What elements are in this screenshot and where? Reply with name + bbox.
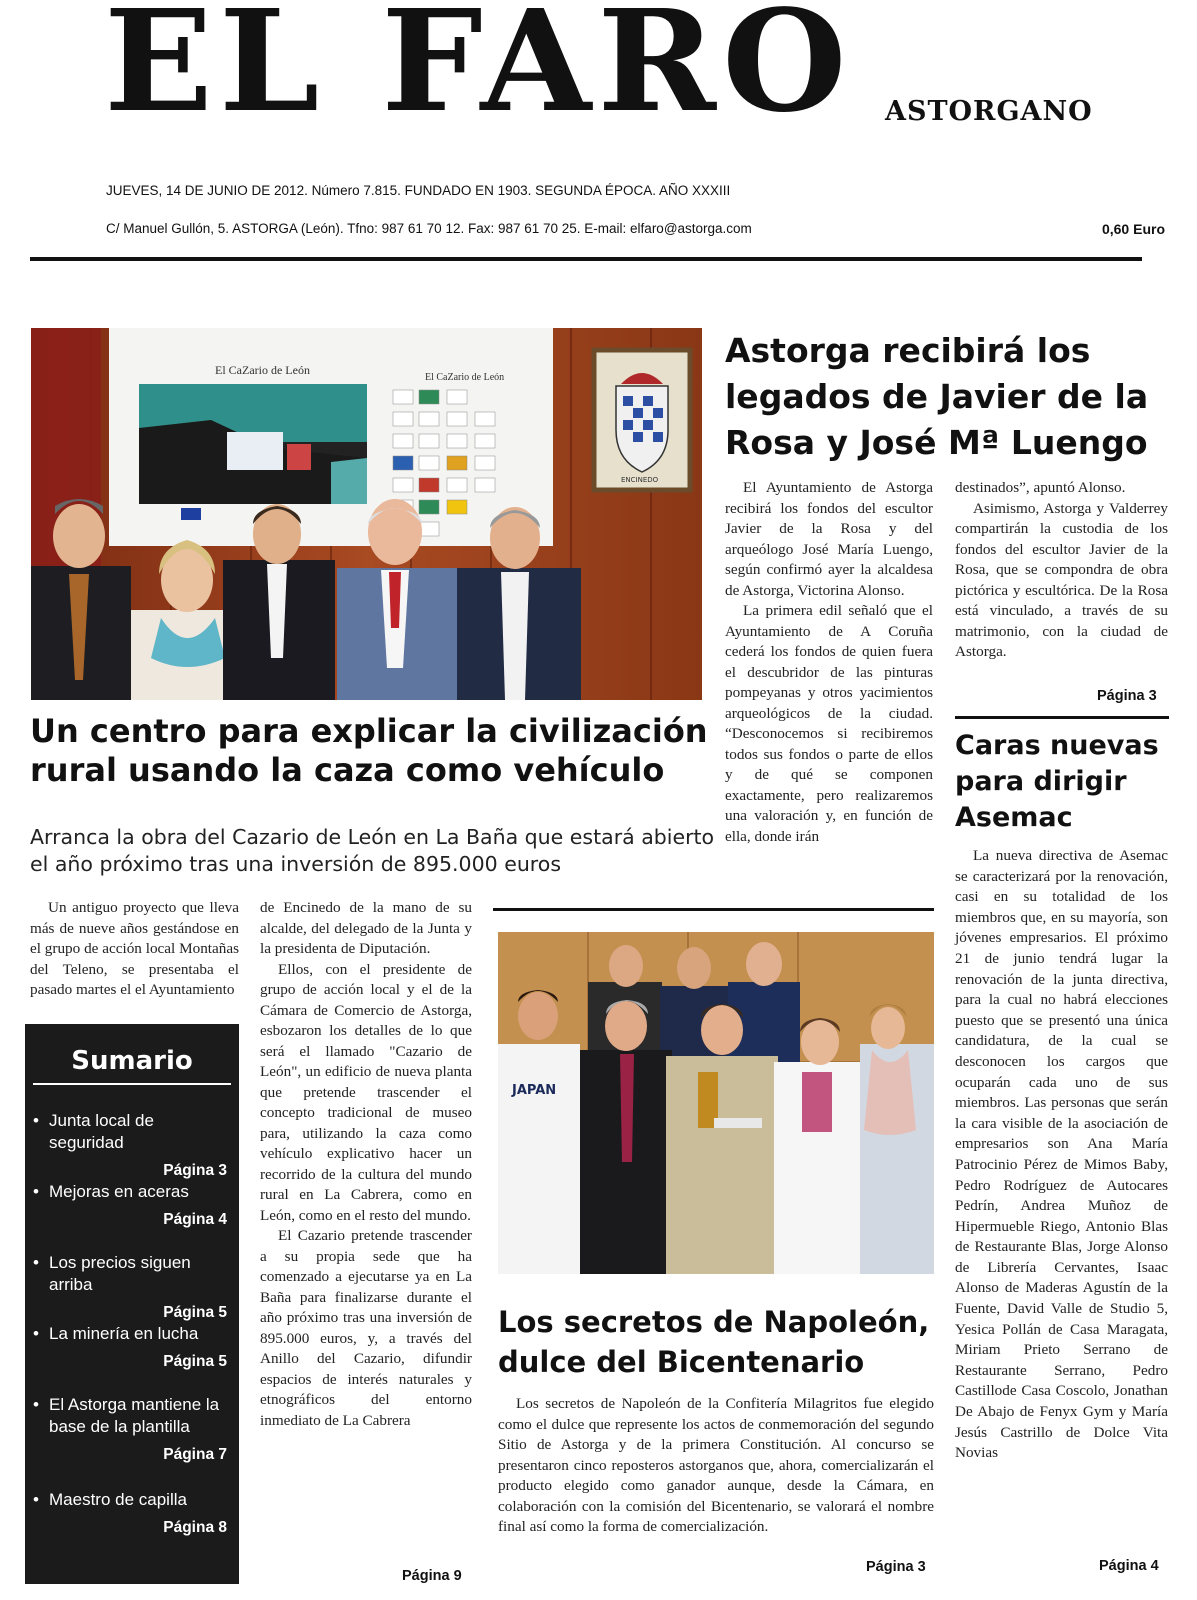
masthead-title: EL FARO <box>104 0 853 144</box>
headline-legados: Astorga recibirá los legados de Javier de la Rosa y José Mª Luengo <box>725 331 1149 462</box>
napoleon-body-text: Los secretos de Napoleón de la Confitería Milagritos fue elegido como el dulce que represente los actos de conmemoración del segundo Sitio de Astorga y de la primera Constitución. Al concurso se presentaron cinco reposteros astorganos que, ahora, comercializarán el producto elegido como ganador aunque, desde la Cámara, en colaboración con la comisión del Bicentenario, se valorará el nombre final así como la forma de comercialización. <box>498 1395 934 1535</box>
sumario-item-title: • Los precios siguen arriba <box>33 1252 227 1296</box>
photo-napoleon-group <box>498 932 934 1274</box>
sumario-item[interactable] <box>33 1323 227 1373</box>
panel-title-2: El CaZario de León <box>425 372 505 383</box>
cazario-col2-p3: El Cazario pretende trascender a su propia sede que ha comenzado a ejecutarse ya en La Baña para finalizarse durante el año próximo tras una inversión de 895.000 euros, y, a través del Anillo del Cazario, difundir espacios de interés naturales y etnográficos del entorno inmediato de La Cabrera <box>260 1227 472 1429</box>
sumario-item-page: Página 4 <box>163 1211 227 1228</box>
sumario-item[interactable] <box>33 1110 227 1182</box>
legados-col2-p1: destinados”, apuntó Alonso. <box>955 479 1126 496</box>
legados-col2-p2: Asimismo, Astorga y Valderrey compartirán la custodia de los fondos del escultor Javier de la Rosa, que se compondra de obra pictórica y escultórica. De la Rosa está vinculado, a través de su matrimonio, con la ciudad de Astorga. <box>955 499 1168 660</box>
panel-title: El CaZario de León <box>215 363 310 377</box>
cazario-col2-p1: de Encinedo de la mano de su alcalde, del delegado de la Junta y la presidenta de Diputación. <box>260 899 472 957</box>
sumario-item-title: • La minería en lucha <box>33 1323 227 1345</box>
napoleon-body <box>498 1394 934 1538</box>
legados-page-ref[interactable]: Página 3 <box>1097 688 1157 704</box>
asemac-body <box>955 846 1168 1464</box>
headline-asemac: Caras nuevas para dirigir Asemac <box>955 730 1159 833</box>
legados-col1-p1: El Ayuntamiento de Astorga recibirá los fondos del escultor Javier de la Rosa y del arqueólogo José María Luengo, según confirmó ayer la alcaldesa de Astorga, Victorina Alonso. <box>725 479 933 599</box>
deck-cazario: Arranca la obra del Cazario de León en La Baña que estará abierto el año próximo tras una inversión de 895.000 euros <box>30 825 715 876</box>
asemac-page-ref[interactable]: Página 4 <box>1099 1558 1159 1574</box>
photo-cazario-svg <box>31 328 702 700</box>
price: 0,60 Euro <box>1101 221 1165 237</box>
sumario-item[interactable] <box>33 1489 227 1539</box>
headline-cazario: Un centro para explicar la civilización rural usando la caza como vehículo <box>30 712 708 790</box>
sumario-item-title: • Maestro de capilla <box>33 1489 227 1511</box>
photo-cazario-presentation <box>31 328 702 700</box>
sumario-item[interactable] <box>33 1394 227 1466</box>
crest-label: ENCINEDO <box>621 476 659 484</box>
sumario-item-title: • El Astorga mantiene la base de la plantilla <box>33 1394 227 1438</box>
napoleon-rule <box>493 908 934 911</box>
cazario-col1-text: Un antiguo proyecto que lleva más de nueve años gestándose en el grupo de acción local Montañas del Teleno, se presentaba el pasado martes el el Ayuntamiento <box>30 899 239 998</box>
sumario-item[interactable] <box>33 1181 227 1231</box>
sumario-title: Sumario <box>71 1046 193 1076</box>
sumario-item-page: Página 5 <box>163 1353 227 1370</box>
cazario-page-ref[interactable]: Página 9 <box>402 1568 462 1584</box>
photo-napoleon-svg <box>498 932 934 1274</box>
asemac-rule <box>955 716 1169 719</box>
legados-col1-p2: La primera edil señaló que el Ayuntamiento de A Coruña cederá los fondos de quien fuera el descubridor de las pinturas pompeyanas y otros yacimientos arqueológicos de la ciudad. “Desconocemos si recibiremos todos sus fondos o parte de ellos y de qué se componen exactamente, pero realizaremos una valoración y, en función de ella, donde irán <box>725 602 933 845</box>
cazario-col2 <box>260 898 472 1431</box>
sumario-item-title: • Junta local de seguridad <box>33 1110 227 1154</box>
sumario-item-page: Página 8 <box>163 1519 227 1536</box>
dateline: JUEVES, 14 DE JUNIO DE 2012. Número 7.815. FUNDADO EN 1903. SEGUNDA ÉPOCA. AÑO XXXIII <box>106 183 731 198</box>
sumario-item-page: Página 7 <box>163 1446 227 1463</box>
masthead-subtitle: ASTORGANO <box>885 96 1093 127</box>
sumario-item-page: Página 3 <box>163 1162 227 1179</box>
sumario-rule <box>33 1083 231 1085</box>
legados-col2 <box>955 478 1168 663</box>
sumario-item[interactable] <box>33 1252 227 1324</box>
masthead-rule <box>30 257 1142 261</box>
headline-napoleon: Los secretos de Napoleón, dulce del Bicentenario <box>498 1305 930 1379</box>
sumario-box <box>25 1024 239 1584</box>
napoleon-page-ref[interactable]: Página 3 <box>866 1559 926 1575</box>
shirt-text: JAPAN <box>512 1083 557 1098</box>
cazario-col2-p2: Ellos, con el presidente de grupo de acción local y el de la Cámara de Comercio de Astorga, esbozaron los detalles de lo que será el llamado "Cazario de León", un edificio de nueva planta que pretende trascender el concepto tradicional de museo para, utilizando la caza como vehículo explicativo hacer un recorrido de la cultura del mundo rural en La Cabrera, como en León, como en el resto del mundo. <box>260 960 472 1224</box>
address-line: C/ Manuel Gullón, 5. ASTORGA (León). Tfno: 987 61 70 12. Fax: 987 61 70 25. E-mail: elfaro@astorga.com <box>106 221 752 236</box>
asemac-body-text: La nueva directiva de Asemac se caracterizará por la renovación, casi en su totalidad de los miembros que, en su mayoría, son jóvenes empresarios. El próximo 21 de junio tendrá lugar la renovación de la junta directiva, para la cual no habrá elecciones puesto que se presentó una única candidatura, de la cual se desconocen los cargos que ocuparán cada uno de sus miembros. Las personas que serán la cara visible de la asociación de empresarios son Ana María Patrocinio Pérez de Mimos Baby, Pedro Rodríguez de Autocares Pedrín, Andrea Muñoz de Hipermueble Riego, Antonio Blas de Restaurante Blas, Jorge Alonso de Librería Cervantes, Isaac Alonso de Maderas Agustín de la Fuente, David Valle de Studio 5, Yesica Pollán de Casa Maragata, Miriam Prieto Serrano de Restaurante Serrano, Pedro Castillode Casa Coscolo, Jonathan De Abajo de Fenyx Gym y María Jesús Castrillo de Dolce Vita Novias <box>955 847 1168 1462</box>
sumario-item-page: Página 5 <box>163 1304 227 1321</box>
legados-col1 <box>725 478 933 847</box>
cazario-col1 <box>30 898 239 1001</box>
sumario-item-title: • Mejoras en aceras <box>33 1181 227 1203</box>
